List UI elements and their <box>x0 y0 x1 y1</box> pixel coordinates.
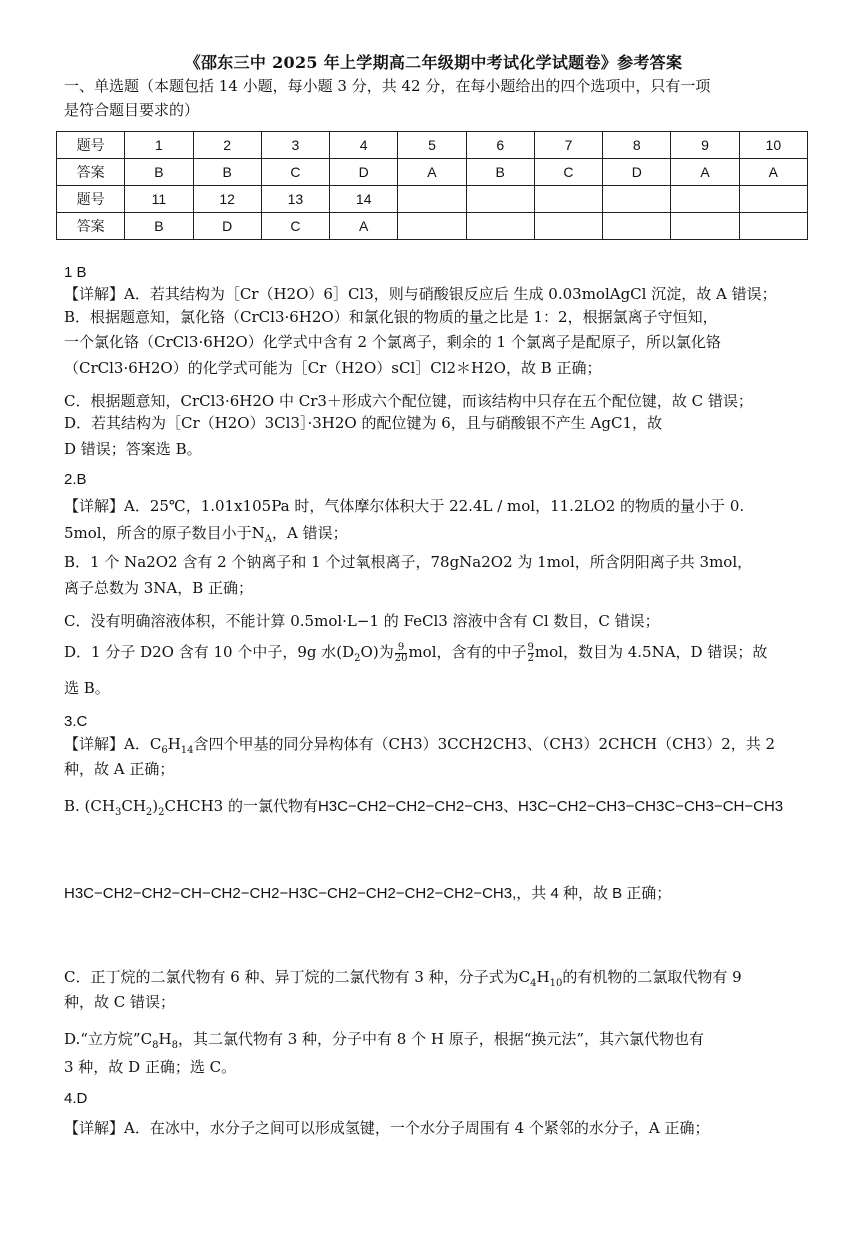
q3-text: H <box>167 735 181 753</box>
q3-heading: 3.C <box>64 713 88 730</box>
q3-sub: 8 <box>152 1040 159 1051</box>
table-cell: 3 <box>261 132 329 159</box>
table-cell: 题号 <box>57 186 125 213</box>
q3-sub: 4 <box>530 978 537 989</box>
fraction-denominator: 2 <box>527 652 534 664</box>
q3-text: C．正丁烷的二氯代物有 6 种、异丁烷的二氯代物有 3 种，分子式为 <box>64 968 519 986</box>
table-cell: 8 <box>603 132 671 159</box>
page-title: 《邵东三中 2025 年上学期高二年级期中考试化学试题卷》参考答案 <box>184 53 683 72</box>
q2-text: D．1 分子 D2O 含有 10 个中子，9g 水 <box>64 643 337 661</box>
table-cell: C <box>261 213 329 240</box>
table-cell: 题号 <box>57 132 125 159</box>
table-cell: B <box>193 159 261 186</box>
table-cell: B <box>125 213 193 240</box>
q3-text: ) <box>152 797 159 815</box>
fraction <box>395 643 408 664</box>
q2-line <box>64 641 834 670</box>
q3-sub: 2 <box>145 807 153 818</box>
q3-text: 【详解】A．C <box>64 735 162 753</box>
table-cell: 7 <box>534 132 602 159</box>
q2-line: 选 B。 <box>64 679 110 697</box>
q4-line: 【详解】A．在冰中，水分子之间可以形成氢键，一个水分子周围有 4 个紧邻的水分子，A 正确； <box>64 1119 710 1137</box>
q3-text: CH <box>121 797 146 815</box>
q2-text: 5mol，所含的原子数目小于 <box>64 524 252 542</box>
table-cell: 1 <box>125 132 193 159</box>
fraction <box>528 643 534 664</box>
q2-symbol-sub: A <box>264 534 272 545</box>
q2-line <box>64 522 834 551</box>
q3-formula: C <box>140 1030 153 1048</box>
q2-symbol: N <box>251 524 265 542</box>
q3-sub: 2 <box>158 807 165 818</box>
q3-sub: 3 <box>114 807 122 818</box>
table-cell <box>398 186 466 213</box>
fraction-denominator: 20 <box>394 652 408 664</box>
q2-text: ，A 错误； <box>271 524 348 542</box>
table-cell <box>603 213 671 240</box>
table-row <box>57 132 808 159</box>
table-cell <box>603 186 671 213</box>
q3-line <box>64 1028 834 1057</box>
table-cell: A <box>330 213 398 240</box>
q2-unit: mol <box>408 643 437 661</box>
q2-text: 为 <box>378 643 394 661</box>
table-cell: 2 <box>193 132 261 159</box>
q1-line: C．根据题意知，CrCl3·6H2O 中 Cr3＋形成六个配位键，而该结构中只存在五个配位键，故 C 错误； <box>64 392 753 410</box>
q2-line: 【详解】A．25℃，1.01x105Pa 时，气体摩尔体积大于 22.4L / mol，11.2LO2 的物质的量小于 0. <box>64 497 745 515</box>
table-cell: 10 <box>739 132 807 159</box>
section-heading <box>64 74 824 122</box>
table-cell: D <box>193 213 261 240</box>
q2-text: ，含有的中子 <box>436 643 527 661</box>
q3-text: ，其二氯代物有 3 种，分子中有 8 个 H 原子，根据“换元法”，其六氯代物也有 <box>177 1030 705 1048</box>
table-row <box>57 186 808 213</box>
table-cell: B <box>466 159 534 186</box>
q3-formula: H <box>536 968 550 986</box>
q3-sub: 6 <box>161 745 168 756</box>
q3-text: B. (CH <box>64 797 115 815</box>
q1-line: 【详解】A．若其结构为［Cr（H2O）6］Cl3，则与硝酸银反应后 生成 0.03molAgCl 沉淀，故 A 错误； <box>64 285 777 303</box>
q3-sub: 14 <box>180 745 194 756</box>
q1-line: B．根据题意知，氯化铬（CrCl3·6H2O）和氯化银的物质的量之比是 1：2，根据氯离子守恒知， <box>64 308 718 326</box>
table-cell <box>466 213 534 240</box>
table-cell: B <box>125 159 193 186</box>
table-cell: A <box>398 159 466 186</box>
q3-sub: 8 <box>171 1040 178 1051</box>
q3-text: 含四个甲基的同分异构体有（CH3）3CCH2CH3、（CH3）2CHCH（CH3）2，共 2 <box>193 735 776 753</box>
table-cell: C <box>261 159 329 186</box>
q3-line: 种，故 C 错误； <box>64 993 176 1011</box>
q3-text: 的有机物的二氯取代物有 9 <box>562 968 742 986</box>
q2-formula: (D <box>336 643 355 661</box>
table-cell: C <box>534 159 602 186</box>
q3-text: CHCH3 的一氯代物有 <box>164 797 318 815</box>
q3-sub: 10 <box>549 978 563 989</box>
table-cell: 4 <box>330 132 398 159</box>
table-cell: A <box>671 159 739 186</box>
q1-line: （CrCl3·6H2O）的化学式可能为［Cr（H2O）sCl］Cl2＊H2O，故 B 正确； <box>64 359 602 377</box>
q2-line: 离子总数为 3NA，B 正确； <box>64 579 254 597</box>
table-cell: 答案 <box>57 159 125 186</box>
q2-line: B．1 个 Na2O2 含有 2 个钠离子和 1 个过氧根离子，78gNa2O2 为 1mol，所含阴阳离子共 3mol， <box>64 553 753 571</box>
q3-formula: C <box>518 968 531 986</box>
table-cell: 5 <box>398 132 466 159</box>
q2-heading: 2.B <box>64 471 87 488</box>
table-cell <box>671 213 739 240</box>
q2-unit: mol <box>534 643 563 661</box>
table-cell <box>671 186 739 213</box>
table-cell <box>739 213 807 240</box>
q2-formula-sub: 2 <box>354 653 361 664</box>
q3-structure-formula: H3C−CH2−CH2−CH2−CH3、H3C−CH2−CH3−CH3C−CH3−CH−CH3 <box>317 798 784 815</box>
table-cell: 9 <box>671 132 739 159</box>
table-cell <box>398 213 466 240</box>
q3-line: 3 种，故 D 正确；选 C。 <box>64 1058 237 1076</box>
q2-formula: O) <box>360 643 379 661</box>
fraction-numerator: 9 <box>395 643 408 654</box>
answer-table <box>56 131 808 240</box>
table-cell: 14 <box>330 186 398 213</box>
table-cell: D <box>603 159 671 186</box>
table-cell: 6 <box>466 132 534 159</box>
q3-line: 种，故 A 正确； <box>64 760 175 778</box>
fraction-numerator: 9 <box>527 641 534 653</box>
table-cell: A <box>739 159 807 186</box>
table-cell <box>739 186 807 213</box>
table-row <box>57 213 808 240</box>
q1-heading: 1 B <box>64 264 87 281</box>
section-heading-line2: 是符合题目要求的） <box>64 101 200 119</box>
table-cell <box>534 213 602 240</box>
q1-line: D．若其结构为［Cr（H2O）3Cl3］·3H2O 的配位键为 6，且与硝酸银不产生 AgC1，故 <box>64 414 662 432</box>
table-cell: 13 <box>261 186 329 213</box>
q3-line <box>64 795 834 824</box>
table-cell: 11 <box>125 186 193 213</box>
q1-line: D 错误；答案选 B。 <box>64 440 202 458</box>
section-heading-line1: 一、单选题（本题包括 14 小题，每小题 3 分，共 42 分，在每小题给出的四个选项中，只有一项 <box>64 77 711 95</box>
table-cell <box>534 186 602 213</box>
q3-text: D.“立方烷” <box>64 1030 141 1048</box>
q4-heading: 4.D <box>64 1090 88 1107</box>
q3-formula: H <box>158 1030 172 1048</box>
q3-structure-line: H3C−CH2−CH2−CH−CH2−CH2−H3C−CH2−CH2−CH2−CH2−CH3,，共 4 种，故 B 正确； <box>64 885 672 902</box>
table-cell: 答案 <box>57 213 125 240</box>
q1-line: 一个氯化铬（CrCl3·6H2O）化学式中含有 2 个氯离子，剩余的 1 个氯离子是配原子，所以氯化铬 <box>64 333 721 351</box>
table-cell <box>466 186 534 213</box>
table-row <box>57 159 808 186</box>
table-cell: 12 <box>193 186 261 213</box>
q2-line: C．没有明确溶液体积，不能计算 0.5mol·L−1 的 FeCl3 溶液中含有 Cl 数目，C 错误； <box>64 612 660 630</box>
table-cell: D <box>330 159 398 186</box>
q2-text: ，数目为 4.5NA，D 错误；故 <box>562 643 768 661</box>
